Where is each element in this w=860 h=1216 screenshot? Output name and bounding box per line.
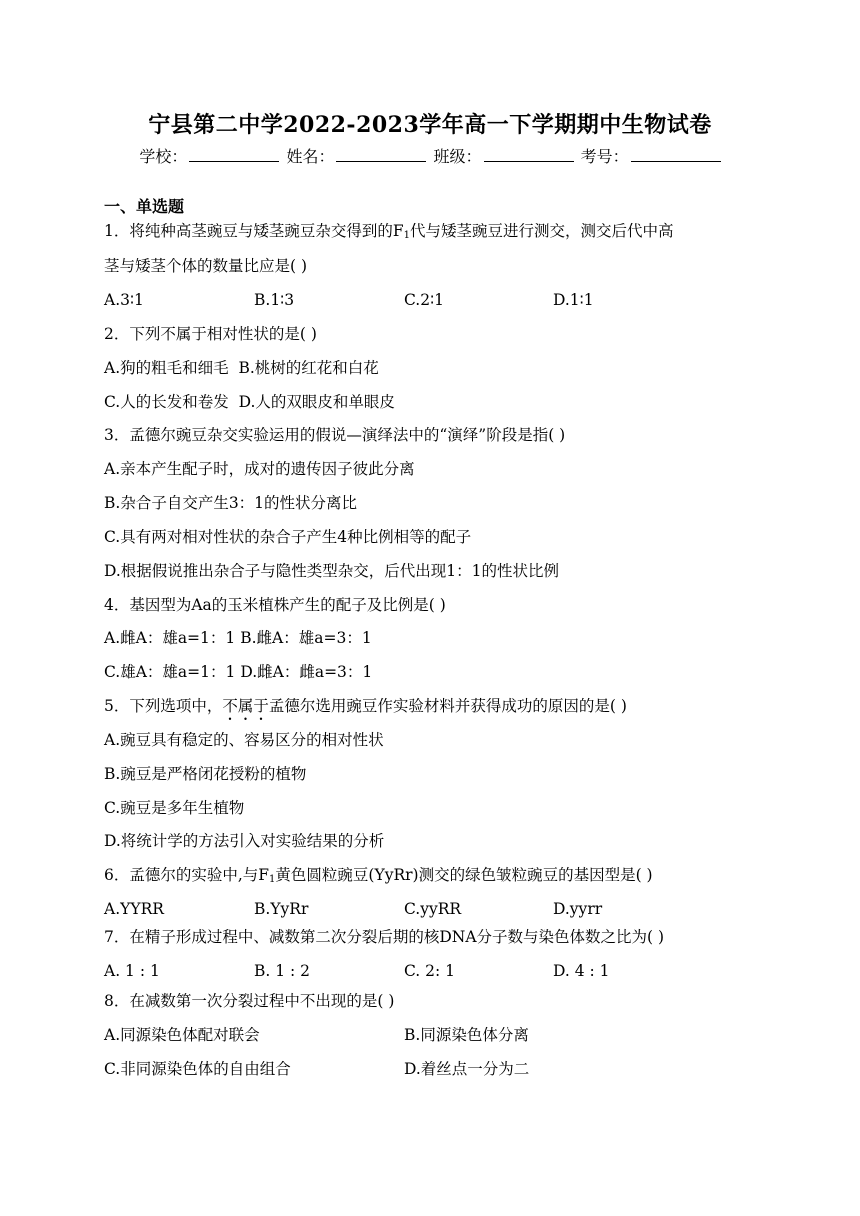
question-1-option-b[interactable]: B.1∶3: [254, 291, 295, 309]
question-1-stem-line-2: 茎与矮茎个体的数量比应是( ): [104, 257, 308, 275]
question-5-option-a[interactable]: A.豌豆具有稳定的、容易区分的相对性状: [104, 731, 384, 749]
question-7-option-b[interactable]: B. 1 : 2: [254, 962, 311, 980]
class-blank[interactable]: [484, 147, 574, 162]
question-6-option-c[interactable]: C.yyRR: [404, 900, 462, 918]
school-label: 学校：: [139, 147, 188, 166]
name-label: 姓名：: [286, 147, 335, 166]
exam-number-label: 考号：: [580, 147, 629, 166]
question-2-options-row-2: [104, 392, 764, 412]
question-3-stem: 3．孟德尔豌豆杂交实验运用的假说—演绎法中的“演绎”阶段是指( ): [104, 426, 566, 444]
question-6-option-a[interactable]: A.YYRR: [104, 900, 164, 918]
name-field[interactable]: [286, 144, 426, 167]
question-7-stem: 7．在精子形成过程中、减数第二次分裂后期的核DNA分子数与染色体数之比为( ): [104, 928, 665, 946]
question-4-stem: 4．基因型为Aa的玉米植株产生的配子及比例是( ): [104, 596, 446, 614]
page-title: 宁县第二中学2022-2023学年高一下学期期中生物试卷: [148, 112, 712, 138]
question-2-option-b[interactable]: B.桃树的红花和白花: [238, 359, 379, 377]
question-2-stem: 2．下列不属于相对性状的是( ): [104, 325, 317, 343]
question-4-option-d[interactable]: D.雌A：雌a=3：1: [240, 663, 373, 681]
question-4-option-b[interactable]: B.雌A：雄a=3：1: [240, 629, 372, 647]
question-1-option-a[interactable]: A.3∶1: [104, 291, 144, 309]
question-5-option-b[interactable]: B.豌豆是严格闭花授粉的植物: [104, 765, 307, 783]
emphasis-not-belong: 不属于: [222, 697, 269, 715]
school-blank[interactable]: [189, 147, 279, 162]
question-7-option-d[interactable]: D. 4 : 1: [553, 962, 610, 980]
question-1-stem-line-1: 1．将纯种高茎豌豆与矮茎豌豆杂交得到的$F_1$代与矮茎豌豆进行测交，测交后代中高: [104, 222, 674, 241]
question-4-option-a[interactable]: A.雌A：雄a=1：1: [104, 629, 236, 647]
question-2-option-d[interactable]: D.人的双眼皮和单眼皮: [238, 393, 395, 411]
question-3-option-d[interactable]: D.根据假说推出杂合子与隐性类型杂交，后代出现1：1的性状比例: [104, 562, 560, 580]
question-7-option-a[interactable]: A. 1 : 1: [104, 962, 160, 980]
class-label: 班级：: [433, 147, 482, 166]
question-4-options-row-1: [104, 628, 764, 648]
question-2-option-c[interactable]: C.人的长发和卷发: [104, 393, 229, 411]
question-8-option-b[interactable]: B.同源染色体分离: [404, 1026, 529, 1044]
exam-number-blank[interactable]: [631, 147, 721, 162]
question-2-options-row-1: [104, 358, 764, 378]
question-3-option-b[interactable]: B.杂合子自交产生3：1的性状分离比: [104, 494, 358, 512]
question-4-options-row-2: [104, 662, 764, 682]
question-8-option-d[interactable]: D.着丝点一分为二: [404, 1060, 530, 1078]
question-6-option-d[interactable]: D.yyrr: [553, 900, 603, 918]
student-info-line: [0, 144, 860, 167]
class-field[interactable]: [434, 144, 574, 167]
question-7-option-c[interactable]: C. 2: 1: [404, 962, 456, 980]
question-3-option-c[interactable]: C.具有两对相对性状的杂合子产生4种比例相等的配子: [104, 528, 472, 546]
question-4-option-c[interactable]: C.雄A：雄a=1：1: [104, 663, 236, 681]
question-6-option-b[interactable]: B.YyRr: [254, 900, 309, 918]
school-field[interactable]: [139, 144, 279, 167]
question-8-stem: 8．在减数第一次分裂过程中不出现的是( ): [104, 992, 395, 1010]
question-1-option-c[interactable]: C.2∶1: [404, 291, 444, 309]
question-8-option-c[interactable]: C.非同源染色体的自由组合: [104, 1060, 291, 1078]
question-8-option-a[interactable]: A.同源染色体配对联会: [104, 1026, 260, 1044]
question-5-option-d[interactable]: D.将统计学的方法引入对实验结果的分析: [104, 832, 385, 850]
question-3-option-a[interactable]: A.亲本产生配子时，成对的遗传因子彼此分离: [104, 460, 415, 478]
exam-number-field[interactable]: [581, 144, 721, 167]
question-6-stem: 6．孟德尔的实验中,与$F_1$黄色圆粒豌豆(YyRr)测交的绿色皱粒豌豆的基因型是( ): [104, 866, 653, 885]
name-blank[interactable]: [336, 147, 426, 162]
question-1-option-d[interactable]: D.1∶1: [553, 291, 594, 309]
question-5-option-c[interactable]: C.豌豆是多年生植物: [104, 799, 245, 817]
question-2-option-a[interactable]: A.狗的粗毛和细毛: [104, 359, 229, 377]
question-5-stem: 5．下列选项中，不属于孟德尔选用豌豆作实验材料并获得成功的原因的是( ): [104, 697, 627, 715]
section-heading: 一、单选题: [104, 197, 185, 216]
